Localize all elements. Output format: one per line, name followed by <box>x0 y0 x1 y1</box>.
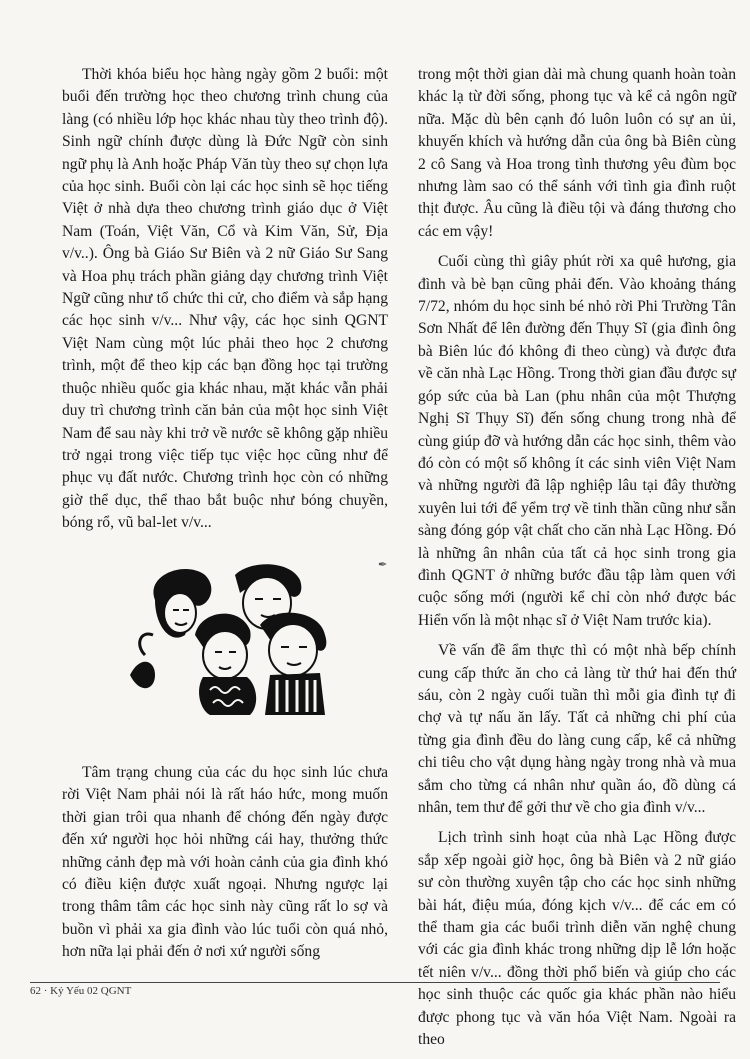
paragraph: trong một thời gian dài mà chung quanh hoàn toàn khác lạ từ đời sống, phong tục và kể cả ngôn ngữ nữa. Mặc dù bên cạnh đó luôn luôn có sự an ủi, khuyến khích và hướng dẫn của ông bà Biên cùng 2 cô Sang và Hoa trong tình thương yêu đùm bọc nhưng làm sao có thể sánh với tình gia đình ruột thịt được. Âu cũng là điều tội và đáng thương cho các em vậy! <box>418 66 736 240</box>
illustration-signature-mark: ✒ <box>378 559 388 571</box>
paragraph: Tâm trạng chung của các du học sinh lúc chưa rời Việt Nam phải nói là rất háo hức, mong muốn thời gian trôi qua nhanh để chóng đến ngày được đến xứ người học hỏi những cái hay, thưởng thức những cảnh đẹp mà với hoàn cảnh của gia đình khó có điều kiện được xuất ngoại. Nhưng ngược lại trong thâm tâm các học sinh này cũng rất lo sợ và buồn vì phải xa gia đình vào lúc tuổi còn quá nhỏ, hơn nữa lại phải đến ở nơi xứ người sống <box>62 764 388 961</box>
illustration-four-faces <box>125 555 340 715</box>
article-column-right <box>418 64 736 1059</box>
page-footer: 62 · Kỷ Yếu 02 QGNT <box>30 982 720 997</box>
paragraph: Cuối cùng thì giây phút rời xa quê hương, gia đình và bè bạn cũng phải đến. Vào khoảng tháng 7/72, nhóm du học sinh bé nhỏ rời Phi Trường Tân Sơn Nhất để lên đường đến Thụy Sĩ (gia đình ông bà Biên lúc đó không đi theo cùng) và được đưa về căn nhà Lạc Hồng. Trong thời gian đầu được sự góp sức của bà Lan (phu nhân của một Thượng Nghị Sĩ Thụy Sĩ) đến sống chung trong nhà để cùng giúp đỡ và hướng dẫn các học sinh, thêm vào đó còn có một số không ít các sinh viên Việt Nam và những người đã lập nghiệp lâu tại đây thường xuyên lui tới để yểm trợ về tinh thần cũng như sẵn sàng đóng góp vật chất cho căn nhà Lạc Hồng. Đó là những ân nhân của tất cả học sinh trong gia đình QGNT ở những bước đầu tập làm quen với cuộc sống mới (người kể chỉ còn nhớ được bác Hiển vốn là một nhạc sĩ ở Việt Nam trước kia). <box>418 253 736 629</box>
article-column-left-top <box>62 64 388 543</box>
article-column-left-bottom <box>62 762 388 972</box>
paragraph: Lịch trình sinh hoạt của nhà Lạc Hồng được sắp xếp ngoài giờ học, ông bà Biên và 2 nữ giáo sư còn thường xuyên tập cho các học sinh những bài hát, điệu múa, đóng kịch v/v... để các em có thể tham gia các buổi trình diễn văn nghệ chung với các gia đình khác trong những dịp lễ lớn hoặc tết niên v/v... đồng thời phổ biến và giúp cho các học sinh thuộc các quốc gia khác phần nào hiểu được phong tục và văn hóa Việt Nam. Ngoài ra theo <box>418 829 736 1049</box>
paragraph: Thời khóa biểu học hàng ngày gồm 2 buổi: một buổi đến trường học theo chương trình chung của làng (có nhiều lớp học khác nhau tùy theo trình độ). Sinh ngữ chính được dùng là Đức Ngữ còn sinh ngữ phụ là Anh hoặc Pháp Văn tùy theo sự chọn lựa của học sinh. Buổi còn lại các học sinh sẽ học tiếng Việt ở nhà dựa theo chương trình giáo dục ở Việt Nam (Toán, Việt Văn, Cổ và Kim Văn, Sử, Địa v/v..). Ông bà Giáo Sư Biên và 2 nữ Giáo Sư Sang và Hoa phụ trách phần giảng dạy chương trình Việt Ngữ cũng như tổ chức thi cử, cho điểm và sắp hạng các học sinh v/v... Như vậy, các học sinh QGNT Việt Nam cùng một lúc phải theo học 2 chương trình, một để theo kịp các bạn đồng học tại trường thuộc nhiều quốc gia khác nhau, mặt khác vẫn phải duy trì chương trình căn bản của một học sinh Việt Nam để sau này khi trở về nước sẽ không gặp nhiều trở ngại trong việc tiếp tục việc học cũng như để phục vụ đất nước. Chương trình học còn có những giờ thể dục, thể thao bắt buộc như bóng chuyền, bóng rổ, vũ bal-let v/v... <box>62 66 388 532</box>
paragraph: Về vấn đề ẩm thực thì có một nhà bếp chính cung cấp thức ăn cho cả làng từ thứ hai đến thứ sáu, còn 2 ngày cuối tuần thì mỗi gia đình tự đi chợ và tự nấu ăn lấy. Tất cả những chi phí của từng gia đình đều do làng cung cấp, kể cả những chi tiêu cho vật dụng hàng ngày trong nhà và mua sắm cho từng cá nhân như quần áo, đồ dùng cá nhân, tem thư để gởi thư về cho gia đình v/v... <box>418 642 736 816</box>
